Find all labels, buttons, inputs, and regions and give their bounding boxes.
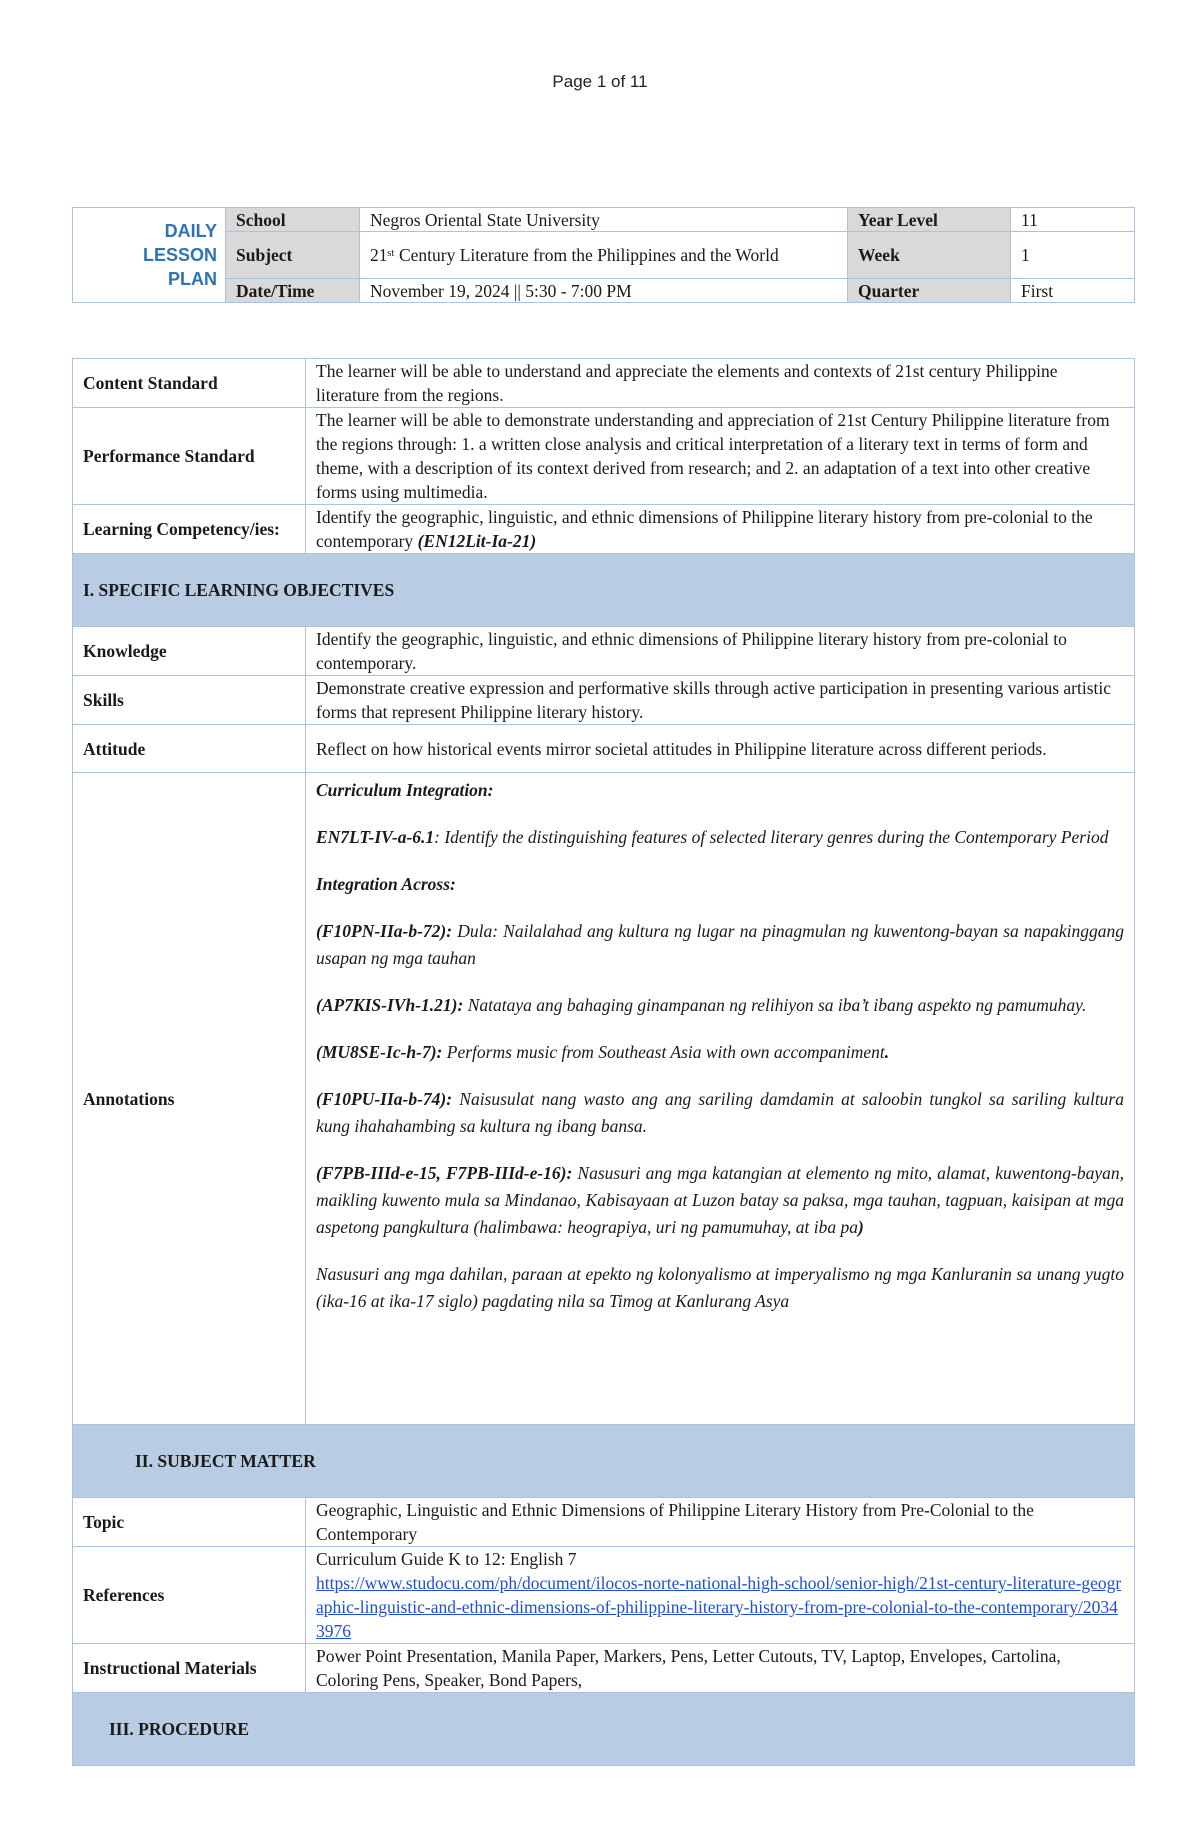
f7pb-end: )	[858, 1217, 864, 1237]
title-line-3: PLAN	[168, 269, 217, 289]
f7pb-item	[316, 1160, 1124, 1241]
mu8-item	[316, 1039, 1124, 1066]
school-label: School	[226, 208, 360, 232]
topic-value: Geographic, Linguistic and Ethnic Dimensions of Philippine Literary History from Pre-Colonial to the Contemporary	[306, 1498, 1135, 1547]
week-label: Week	[848, 232, 1011, 279]
specific-objectives-section	[73, 554, 1135, 627]
page-number: Page 1 of 11	[552, 72, 648, 91]
f10pu-text: Naisusulat nang wasto ang ang sariling damdamin at saloobin tungkol sa sariling kultura kung ihahahambing sa kultura ng ibang bansa.	[316, 1089, 1124, 1136]
performance-standard-value: The learner will be able to demonstrate understanding and appreciation of 21st Century Philippine literature from the regions through: 1. a written close analysis and critical interpretation of a literary text in terms of form and theme, with a description of its context derived from research; and 2. an adaptation of a text into other creative forms using multimedia.	[306, 408, 1135, 505]
ap7-code: (AP7KIS-IVh-1.21):	[316, 995, 464, 1015]
studocu-reference-link[interactable]: https://www.studocu.com/ph/document/ilocos-norte-national-high-school/senior-high/21st-century-literature-geographic-linguistic-and-ethnic-dimensions-of-philippine-literary-history-from-pre-colonial-to-the-contemporary/20343976	[316, 1573, 1122, 1641]
performance-standard-label: Performance Standard	[73, 408, 306, 505]
lesson-plan-table	[72, 358, 1135, 1766]
specific-objectives-heading: I. SPECIFIC LEARNING OBJECTIVES	[73, 554, 1135, 627]
title-line-2: LESSON	[142, 245, 217, 265]
instructional-materials-value: Power Point Presentation, Manila Paper, Markers, Pens, Letter Cutouts, TV, Laptop, Envelopes, Cartolina, Coloring Pens, Speaker, Bond Papers,	[306, 1644, 1135, 1693]
en7-code: EN7LT-IV-a-6.1	[316, 827, 435, 847]
skills-value: Demonstrate creative expression and performative skills through active participation in presenting various artistic forms that represent Philippine literary history.	[306, 676, 1135, 725]
instructional-materials-label: Instructional Materials	[73, 1644, 306, 1693]
topic-label: Topic	[73, 1498, 306, 1547]
f10pn-code: (F10PN-IIa-b-72):	[316, 921, 453, 941]
lesson-header-table	[72, 207, 1135, 303]
week-value: 1	[1011, 232, 1135, 279]
ap7-text: Natataya ang bahaging ginampanan ng relihiyon sa iba’t ibang aspekto ng pamumuhay.	[463, 995, 1087, 1015]
references-value	[306, 1547, 1135, 1644]
knowledge-value: Identify the geographic, linguistic, and ethnic dimensions of Philippine literary history from pre-colonial to contemporary.	[306, 627, 1135, 676]
procedure-heading: III. PROCEDURE	[73, 1693, 1135, 1766]
annotations-label: Annotations	[73, 773, 306, 1425]
competency-code: (EN12Lit-Ia-21)	[417, 531, 537, 551]
skills-label: Skills	[73, 676, 306, 725]
f7pb-text: Nasusuri ang mga katangian at elemento ng mito, alamat, kuwentong-bayan, maikling kuwento mula sa Mindanao, Kabisayaan at Luzon batay sa paksa, mga tauhan, tagpuan, kaisipan at mga aspetong pangkultura (halimbawa: heograpiya, uri ng pamumuhay, at iba pa	[316, 1163, 1124, 1237]
knowledge-label: Knowledge	[73, 627, 306, 676]
en7-text: : Identify the distinguishing features of selected literary genres during the Contemporary Period	[434, 827, 1109, 847]
curriculum-integration-heading: Curriculum Integration:	[316, 780, 494, 800]
colonialism-item: Nasusuri ang mga dahilan, paraan at epekto ng kolonyalismo at imperyalismo ng mga Kanluranin sa unang yugto (ika-16 at ika-17 siglo) pagdating nila sa Timog at Kanlurang Asya	[316, 1264, 1124, 1311]
subject-matter-heading: II. SUBJECT MATTER	[73, 1425, 1135, 1498]
mu8-text: Performs music from Southeast Asia with own accompaniment	[442, 1042, 885, 1062]
attitude-label: Attitude	[73, 725, 306, 773]
f7pb-code: (F7PB-IIId-e-15, F7PB-IIId-e-16):	[316, 1163, 573, 1183]
content-standard-label: Content Standard	[73, 359, 306, 408]
school-value: Negros Oriental State University	[360, 208, 848, 232]
learning-competency-value	[306, 505, 1135, 554]
subject-value: 21ˢᵗ Century Literature from the Philippines and the World	[360, 232, 848, 279]
year-level-label: Year Level	[848, 208, 1011, 232]
integration-across-heading: Integration Across:	[316, 874, 456, 894]
date-time-value: November 19, 2024 || 5:30 - 7:00 PM	[360, 279, 848, 303]
year-level-value: 11	[1011, 208, 1135, 232]
f10pu-code: (F10PU-IIa-b-74):	[316, 1089, 453, 1109]
daily-lesson-plan-title	[73, 208, 226, 303]
f10pu-item	[316, 1086, 1124, 1140]
competency-text: Identify the geographic, linguistic, and ethnic dimensions of Philippine literary history from pre-colonial to the contemporary	[316, 507, 1093, 551]
mu8-code: (MU8SE-Ic-h-7):	[316, 1042, 443, 1062]
f10pn-text: Dula: Nailalahad ang kultura ng lugar na pinagmulan ng kuwentong-bayan sa napakinggang usapan ng mga tauhan	[316, 921, 1124, 968]
learning-competency-label: Learning Competency/ies:	[73, 505, 306, 554]
annotations-content	[306, 773, 1135, 1425]
content-standard-value: The learner will be able to understand and appreciate the elements and contexts of 21st century Philippine literature from the regions.	[306, 359, 1135, 408]
date-time-label: Date/Time	[226, 279, 360, 303]
subject-matter-section	[73, 1425, 1135, 1498]
attitude-value: Reflect on how historical events mirror societal attitudes in Philippine literature across different periods.	[306, 725, 1135, 773]
quarter-value: First	[1011, 279, 1135, 303]
references-label: References	[73, 1547, 306, 1644]
procedure-section	[73, 1693, 1135, 1766]
ap7-item	[316, 992, 1124, 1019]
en7-item	[316, 824, 1124, 851]
curriculum-guide-reference: Curriculum Guide K to 12: English 7	[316, 1549, 577, 1569]
mu8-end: .	[884, 1042, 890, 1062]
quarter-label: Quarter	[848, 279, 1011, 303]
subject-label: Subject	[226, 232, 360, 279]
title-line-1: DAILY	[164, 221, 217, 241]
f10pn-item	[316, 918, 1124, 972]
